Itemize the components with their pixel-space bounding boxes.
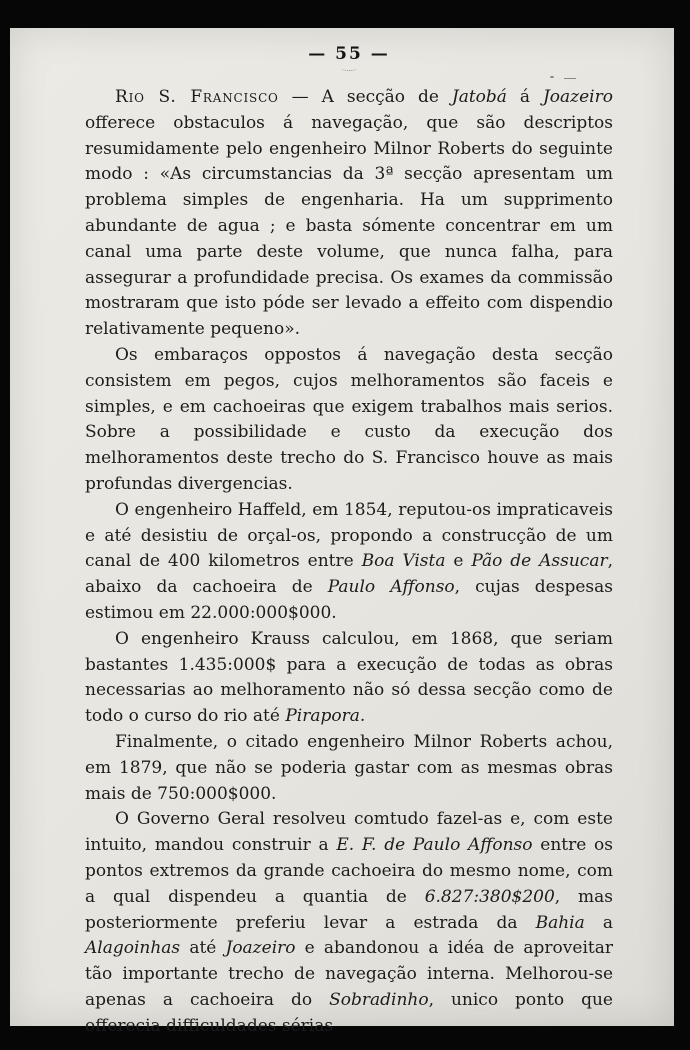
- body-text: Finalmente, o citado engenheiro Milnor Roberts achou, em 1879, que não se poderia gastar com as mesmas obras mais de 750:000$000.: [85, 731, 613, 804]
- body-text: .: [359, 706, 366, 727]
- italic-text: 6.827:380$200: [424, 886, 555, 907]
- italic-text: Pão de Assucar: [471, 551, 608, 572]
- body-text: a: [584, 912, 613, 933]
- italic-text: Boa Vista: [361, 551, 446, 572]
- body-text: , unico ponto que offerecia difficuldades sérias: [85, 989, 613, 1036]
- body-text: , abaixo da cachoeira de: [85, 551, 613, 598]
- paragraph: [85, 85, 613, 343]
- italic-text: E. F. de Paulo Affonso: [336, 835, 533, 856]
- body-text: , mas posteriormente preferiu levar a estrada da: [85, 886, 613, 933]
- paragraph: [85, 498, 613, 627]
- body-text: O Governo Geral resolveu comtudo fazel-as e, com este intuito, mandou construir a: [85, 809, 613, 856]
- body-text: entre os pontos extremos da grande cachoeira do mesmo nome, com a qual dispendeu a quantia de: [85, 835, 613, 907]
- italic-text: Joazeiro: [225, 938, 296, 959]
- scan-artifact: [341, 66, 357, 71]
- text-block: [85, 85, 613, 1039]
- paragraph: [85, 807, 613, 1039]
- paragraph: [85, 627, 613, 730]
- body-text: O engenheiro Krauss calculou, em 1868, que seriam bastantes 1.435:000$ para a execução de todas as obras necessarias ao melhoramento não só dessa secção como de todo o curso do rio até: [85, 628, 613, 727]
- page-number: — 55 —: [308, 44, 390, 64]
- italic-text: Alagoinhas: [85, 938, 181, 959]
- paragraph: [85, 343, 613, 498]
- body-text: O engenheiro Haffeld, em 1854, reputou-os impraticaveis e até desistiu de orçal-os, propondo a construcção de um canal de 400 kilometros entre: [85, 499, 613, 572]
- italic-text: Joazeiro: [542, 87, 613, 107]
- paragraph: [85, 730, 613, 807]
- italic-text: Pirapora: [285, 706, 360, 727]
- page-content: [10, 28, 674, 1039]
- body-text: e abandonou a idéa de aproveitar tão importante trecho de navegação interna. Melhorou-se apenas a cachoeira do: [85, 938, 613, 1010]
- body-text: Os embaraços oppostos á navegação desta secção consistem em pegos, cujos melhoramentos são faceis e simples, e em cachoeiras que exigem trabalhos mais serios. Sobre a possibilidade e custo da execução dos melhoramentos deste trecho do S. Francisco houve as mais profundas divergencias.: [85, 344, 613, 494]
- scan-artifact: [564, 78, 576, 79]
- body-text: á: [506, 87, 543, 107]
- italic-text: Bahia: [535, 912, 585, 933]
- body-text: offerece obstaculos á navegação, que são descriptos resumidamente pelo engenheiro Milnor Roberts do seguinte modo : «As circumstancias da 3ª secção apresentam um problema simples de engenharia. Ha um supprimento abundante de agua ; e basta sómente concentrar em um canal uma parte deste volume, que nunca falha, para assegurar a profundidade precisa. Os exames da commissão mostraram que isto póde ser levado a effeito com dispendio relativamente pequeno».: [85, 112, 613, 340]
- italic-text: Jatobá: [451, 87, 507, 107]
- body-text: e: [445, 551, 472, 572]
- italic-text: Paulo Affonso: [327, 577, 455, 598]
- body-text: até: [180, 938, 226, 959]
- scan-artifact: [550, 76, 554, 78]
- page: [10, 28, 674, 1036]
- body-text: , cujas despesas estimou em 22.000:000$000.: [85, 577, 613, 623]
- smallcaps-text: Rio S. Francisco: [115, 87, 279, 107]
- body-text: — A secção de: [278, 87, 452, 107]
- italic-text: Sobradinho: [329, 989, 429, 1010]
